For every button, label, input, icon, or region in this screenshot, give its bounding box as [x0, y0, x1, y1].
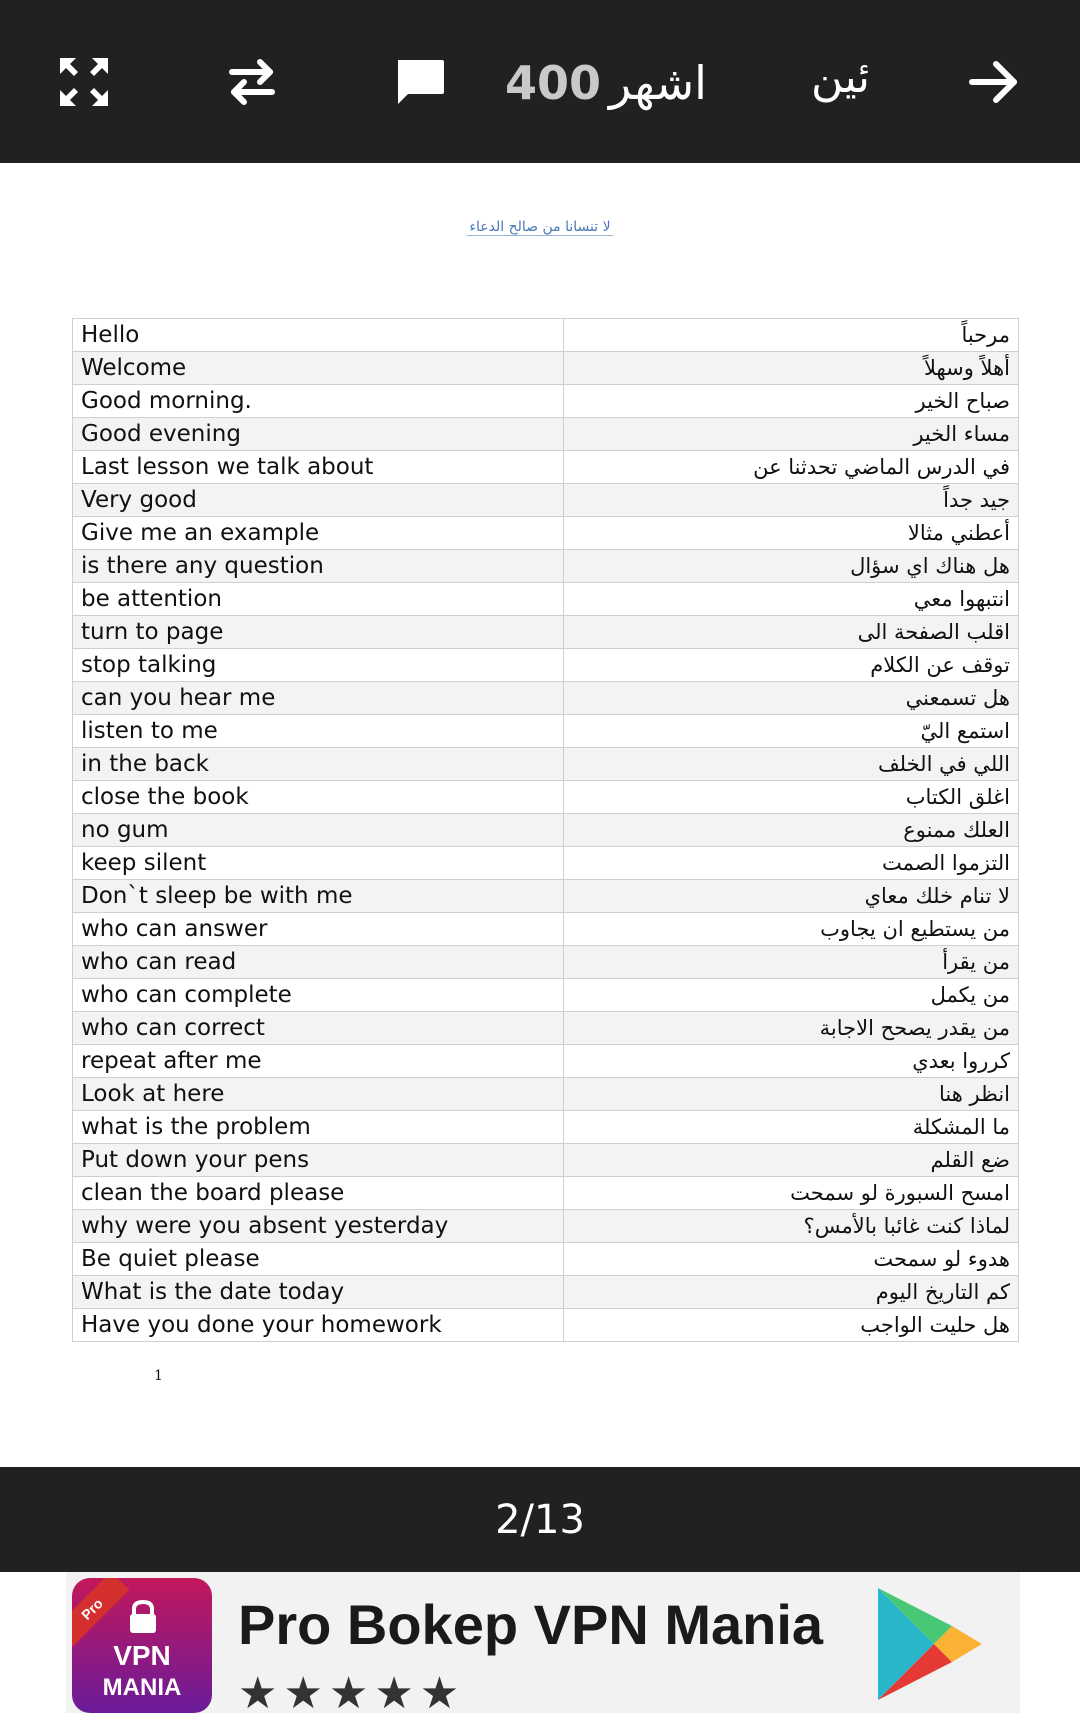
- english-phrase: Be quiet please: [73, 1243, 564, 1276]
- english-phrase: clean the board please: [73, 1177, 564, 1210]
- dua-text: لا تنسانا من صالح الدعاء: [469, 219, 611, 235]
- english-phrase: Give me an example: [73, 517, 564, 550]
- english-phrase: who can correct: [73, 1012, 564, 1045]
- arabic-phrase: مرحباً: [564, 319, 1019, 352]
- vocabulary-table-body: [73, 319, 1019, 1342]
- english-phrase: close the book: [73, 781, 564, 814]
- arabic-phrase: هل حليت الواجب: [564, 1309, 1019, 1342]
- table-row: [73, 616, 1019, 649]
- comment-icon-graphic: [392, 54, 448, 110]
- arabic-phrase: كم التاريخ اليوم: [564, 1276, 1019, 1309]
- english-phrase: Good evening: [73, 418, 564, 451]
- english-phrase: Good morning.: [73, 385, 564, 418]
- arabic-phrase: لا تنام خلك معاي: [564, 880, 1019, 913]
- english-phrase: who can complete: [73, 979, 564, 1012]
- english-phrase: stop talking: [73, 649, 564, 682]
- table-row: [73, 352, 1019, 385]
- table-row: [73, 1045, 1019, 1078]
- english-phrase: is there any question: [73, 550, 564, 583]
- table-row: [73, 517, 1019, 550]
- table-row: [73, 880, 1019, 913]
- english-phrase: Last lesson we talk about: [73, 451, 564, 484]
- table-row: [73, 1210, 1019, 1243]
- fullscreen-icon-graphic: [56, 54, 112, 110]
- arabic-phrase: أهلاً وسهلاً: [564, 352, 1019, 385]
- vocabulary-table: [72, 318, 1019, 1342]
- table-row: [73, 715, 1019, 748]
- title-number: 400: [505, 56, 602, 110]
- page-indicator: 2/13: [495, 1496, 585, 1543]
- logo-line-vpn: VPN: [113, 1640, 171, 1671]
- top-toolbar: [0, 0, 1080, 163]
- swap-arrows-icon-graphic: [224, 54, 280, 110]
- english-phrase: Hello: [73, 319, 564, 352]
- english-phrase: who can read: [73, 946, 564, 979]
- table-row: [73, 979, 1019, 1012]
- table-row: [73, 1111, 1019, 1144]
- table-row: [73, 1144, 1019, 1177]
- logo-line-mania: MANIA: [102, 1674, 182, 1701]
- english-phrase: keep silent: [73, 847, 564, 880]
- table-row: [73, 1309, 1019, 1342]
- arabic-phrase: من يقرأ: [564, 946, 1019, 979]
- arabic-phrase: مساء الخير: [564, 418, 1019, 451]
- table-row: [73, 649, 1019, 682]
- table-row: [73, 319, 1019, 352]
- arabic-phrase: من يكمل: [564, 979, 1019, 1012]
- arabic-phrase: توقف عن الكلام: [564, 649, 1019, 682]
- table-row: [73, 1012, 1019, 1045]
- english-phrase: Very good: [73, 484, 564, 517]
- arabic-phrase: هل هناك اي سؤال: [564, 550, 1019, 583]
- table-row: [73, 385, 1019, 418]
- english-phrase: in the back: [73, 748, 564, 781]
- english-phrase: Don`t sleep be with me: [73, 880, 564, 913]
- arabic-phrase: اقلب الصفحة الى: [564, 616, 1019, 649]
- english-phrase: turn to page: [73, 616, 564, 649]
- ad-content[interactable]: [66, 1572, 1020, 1719]
- table-row: [73, 418, 1019, 451]
- page-indicator-bar: [0, 1467, 1080, 1572]
- table-row: [73, 781, 1019, 814]
- arabic-phrase: صباح الخير: [564, 385, 1019, 418]
- english-phrase: no gum: [73, 814, 564, 847]
- english-phrase: Put down your pens: [73, 1144, 564, 1177]
- arabic-phrase: هدوء لو سمحت: [564, 1243, 1019, 1276]
- table-row: [73, 1177, 1019, 1210]
- table-row: [73, 1078, 1019, 1111]
- swap-arrows-icon[interactable]: [216, 46, 288, 118]
- english-phrase: repeat after me: [73, 1045, 564, 1078]
- arabic-phrase: انتبهوا معي: [564, 583, 1019, 616]
- english-phrase: Have you done your homework: [73, 1309, 564, 1342]
- table-row: [73, 913, 1019, 946]
- rating-stars: ★★★★★: [238, 1668, 466, 1719]
- table-row: [73, 946, 1019, 979]
- table-row: [73, 682, 1019, 715]
- english-phrase: Welcome: [73, 352, 564, 385]
- table-row: [73, 550, 1019, 583]
- arabic-phrase: ما المشكلة: [564, 1111, 1019, 1144]
- table-row: [73, 814, 1019, 847]
- table-row: [73, 748, 1019, 781]
- pro-badge: Pro: [72, 1578, 129, 1646]
- english-phrase: can you hear me: [73, 682, 564, 715]
- english-phrase: What is the date today: [73, 1276, 564, 1309]
- arabic-phrase: التزموا الصمت: [564, 847, 1019, 880]
- arabic-phrase: في الدرس الماضي تحدثنا عن: [564, 451, 1019, 484]
- arabic-phrase: انظر هنا: [564, 1078, 1019, 1111]
- english-phrase: who can answer: [73, 913, 564, 946]
- arabic-phrase: استمع اليّ: [564, 715, 1019, 748]
- english-phrase: listen to me: [73, 715, 564, 748]
- page-number: 1: [154, 1368, 163, 1384]
- ad-title[interactable]: Pro Bokep VPN Mania: [238, 1593, 824, 1656]
- arabic-phrase: من يستطيع ان يجاوب: [564, 913, 1019, 946]
- arabic-phrase: اغلق الكتاب: [564, 781, 1019, 814]
- table-row: [73, 1276, 1019, 1309]
- arabic-phrase: هل تسمعني: [564, 682, 1019, 715]
- lock-icon: [124, 1600, 162, 1634]
- vpn-mania-logo: [72, 1578, 212, 1713]
- arabic-phrase: من يقدر يصحح الاجابة: [564, 1012, 1019, 1045]
- arabic-phrase: لماذا كنت غائبا بالأمس؟: [564, 1210, 1019, 1243]
- title-text: اشهر: [609, 56, 707, 110]
- arabic-phrase: كرروا بعدي: [564, 1045, 1019, 1078]
- dua-header: [0, 219, 1080, 235]
- ad-banner[interactable]: [0, 1572, 1080, 1719]
- table-row: [73, 484, 1019, 517]
- fullscreen-icon[interactable]: [48, 46, 120, 118]
- english-phrase: be attention: [73, 583, 564, 616]
- arabic-phrase: ضع القلم: [564, 1144, 1019, 1177]
- english-phrase: why were you absent yesterday: [73, 1210, 564, 1243]
- arrow-right-icon-graphic: [966, 54, 1022, 110]
- arabic-phrase: امسح السبورة لو سمحت: [564, 1177, 1019, 1210]
- google-play-icon[interactable]: [868, 1582, 992, 1706]
- table-row: [73, 1243, 1019, 1276]
- table-row: [73, 451, 1019, 484]
- arabic-phrase: أعطني مثالا: [564, 517, 1019, 550]
- english-phrase: what is the problem: [73, 1111, 564, 1144]
- table-row: [73, 583, 1019, 616]
- table-row: [73, 847, 1019, 880]
- arrow-right-icon[interactable]: [958, 46, 1030, 118]
- english-phrase: Look at here: [73, 1078, 564, 1111]
- author-name: ئين: [810, 52, 870, 103]
- comment-icon[interactable]: [384, 46, 456, 118]
- document-page: [0, 163, 1080, 1467]
- arabic-phrase: اللي في الخلف: [564, 748, 1019, 781]
- arabic-phrase: العلك ممنوع: [564, 814, 1019, 847]
- document-title: [505, 48, 707, 118]
- arabic-phrase: جيد جداً: [564, 484, 1019, 517]
